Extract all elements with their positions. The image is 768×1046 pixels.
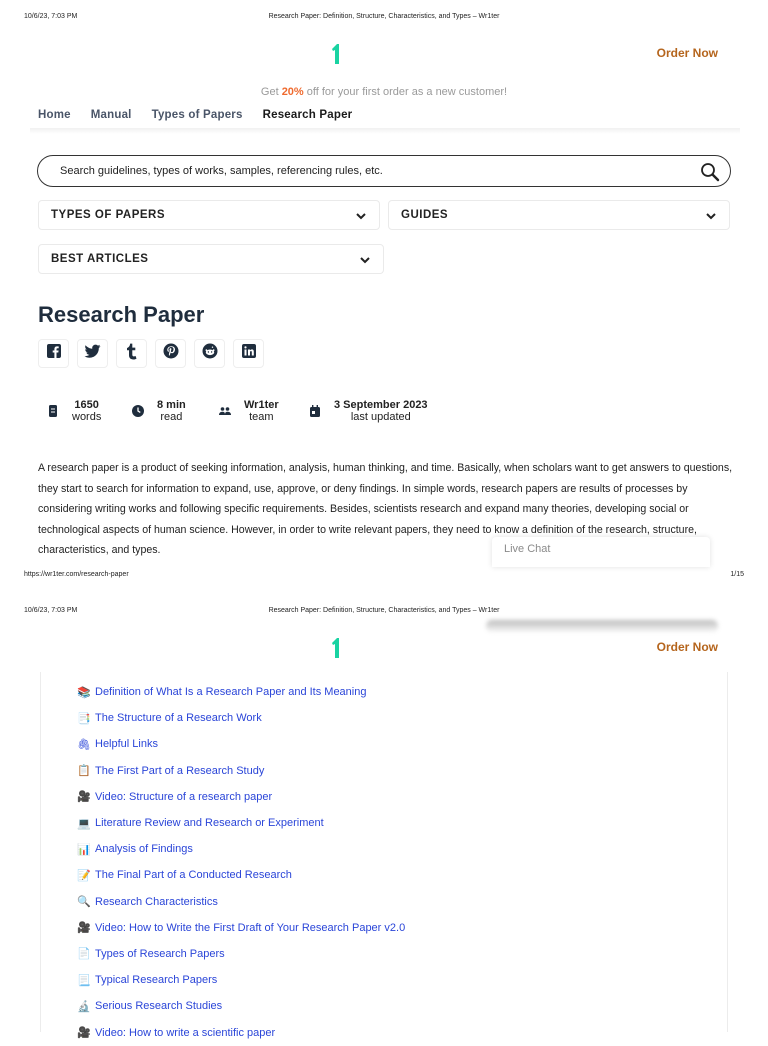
meta-read-label: read <box>160 411 183 423</box>
video-camera-icon: 🎥 <box>77 922 91 935</box>
toc-item[interactable] <box>76 731 405 757</box>
page-curl-icon: 📃 <box>77 974 91 987</box>
toc-link[interactable]: The Structure of a Research Work <box>95 712 262 725</box>
toc-link[interactable]: Analysis of Findings <box>95 843 193 856</box>
toc-item[interactable] <box>76 784 405 810</box>
meta-words <box>46 399 101 423</box>
video-camera-icon: 🎥 <box>77 1027 91 1040</box>
toc-item[interactable] <box>76 915 405 941</box>
chevron-down-icon <box>705 210 717 222</box>
toc-item[interactable] <box>76 679 405 705</box>
meta-author <box>218 399 279 423</box>
share-tumblr-button[interactable] <box>116 339 147 368</box>
order-now-button[interactable]: Order Now <box>656 640 718 654</box>
search-icon[interactable] <box>700 162 720 182</box>
search-input[interactable] <box>60 162 660 180</box>
promo-text-after: off for your first order as a new customer! <box>303 86 508 98</box>
clipboard-icon: 📋 <box>77 765 91 778</box>
meta-read-value: 8 min <box>157 399 186 411</box>
share-twitter-button[interactable] <box>77 339 108 368</box>
meta-updated-label: last updated <box>350 411 411 423</box>
linkedin-icon <box>241 343 257 364</box>
table-of-contents <box>76 679 405 1046</box>
tumblr-icon <box>126 343 138 365</box>
toc-link[interactable]: The Final Part of a Conducted Research <box>95 869 292 882</box>
promo-text-before: Get <box>260 86 282 98</box>
bookmark-tabs-icon: 📑 <box>77 712 91 725</box>
page-title: Research Paper <box>38 302 205 327</box>
page-icon: 📄 <box>77 948 91 961</box>
toc-item[interactable] <box>76 836 405 862</box>
toc-link[interactable]: Typical Research Papers <box>95 974 218 987</box>
meta-updated-date: 3 September 2023 <box>334 399 428 411</box>
share-linkedin-button[interactable] <box>233 339 264 368</box>
toc-link[interactable]: Video: Structure of a research paper <box>95 790 273 803</box>
share-buttons <box>38 339 264 368</box>
facebook-icon <box>46 343 62 364</box>
breadcrumb-types-of-papers[interactable]: Types of Papers <box>151 109 243 121</box>
types-of-papers-dropdown[interactable] <box>38 200 380 230</box>
clock-icon <box>131 404 145 418</box>
meta-updated <box>308 399 428 423</box>
meta-words-count: 1650 <box>74 399 99 411</box>
live-chat-widget[interactable] <box>492 537 710 567</box>
toc-link[interactable]: Literature Review and Research or Experiment <box>95 817 324 830</box>
reddit-icon <box>202 343 218 364</box>
live-chat-label: Live Chat <box>504 543 551 555</box>
toc-item[interactable] <box>76 967 405 993</box>
order-now-button[interactable]: Order Now <box>656 46 718 60</box>
print-page-number: 1/15 <box>730 571 744 578</box>
promo-banner <box>0 86 768 98</box>
toc-item[interactable] <box>76 1019 405 1045</box>
share-facebook-button[interactable] <box>38 339 69 368</box>
chevron-down-icon <box>355 210 367 222</box>
toc-link[interactable]: The First Part of a Research Study <box>95 764 265 777</box>
site-logo[interactable] <box>331 637 339 659</box>
toc-link[interactable]: Research Characteristics <box>95 895 218 908</box>
best-articles-dropdown[interactable] <box>38 244 384 274</box>
toc-item[interactable] <box>76 758 405 784</box>
toc-item[interactable] <box>76 810 405 836</box>
search-bar <box>37 155 731 187</box>
toc-item[interactable] <box>76 862 405 888</box>
breadcrumb <box>38 109 372 121</box>
team-icon <box>218 404 232 418</box>
magnifier-icon: 🔍 <box>77 896 91 909</box>
meta-author-name: Wr1ter <box>244 399 279 411</box>
live-chat-shadow <box>486 620 718 632</box>
toc-link[interactable]: Video: How to Write the First Draft of Your Research Paper v2.0 <box>95 921 406 934</box>
twitter-icon <box>84 344 101 364</box>
chevron-down-icon <box>359 254 371 266</box>
nav-divider <box>30 128 740 134</box>
print-title: Research Paper: Definition, Structure, Characteristics, and Types – Wr1ter <box>268 607 500 614</box>
paperclip-icon: 🖇 <box>77 738 91 751</box>
toc-link[interactable]: Video: How to write a scientific paper <box>95 1026 276 1039</box>
intro-paragraph: A research paper is a product of seeking information, analysis, human thinking, and time. Basically, when scholars want to get answers to questions, they start to search for information to expand, use, approve, or deny findings. In simple words, research papers are results of processes by considering writing works and following specific requirements. Besides, scientists research and expand many theories, developing social or technological aspects of human science. However, in order to write relevant papers, they need to know a definition of the research, structure, characteristics, and types. <box>38 462 733 556</box>
share-pinterest-button[interactable] <box>155 339 186 368</box>
share-reddit-button[interactable] <box>194 339 225 368</box>
breadcrumb-home[interactable]: Home <box>38 109 71 121</box>
guides-label: GUIDES <box>401 209 449 221</box>
memo-icon: 📝 <box>77 869 91 882</box>
toc-link[interactable]: Types of Research Papers <box>95 947 225 960</box>
breadcrumb-research-paper[interactable]: Research Paper <box>262 109 353 121</box>
toc-link[interactable]: Helpful Links <box>95 738 158 751</box>
toc-item[interactable] <box>76 705 405 731</box>
microscope-icon: 🔬 <box>77 1000 91 1013</box>
breadcrumb-manual[interactable]: Manual <box>90 109 132 121</box>
print-title: Research Paper: Definition, Structure, Characteristics, and Types – Wr1ter <box>268 13 500 20</box>
toc-item[interactable] <box>76 889 405 915</box>
bar-chart-icon: 📊 <box>77 843 91 856</box>
types-of-papers-label: TYPES OF PAPERS <box>51 209 166 221</box>
toc-item[interactable] <box>76 941 405 967</box>
toc-link[interactable]: Definition of What Is a Research Paper and Its Meaning <box>95 686 367 699</box>
laptop-icon: 💻 <box>77 817 91 830</box>
toc-link[interactable]: Serious Research Studies <box>95 1000 223 1013</box>
print-url: https://wr1ter.com/research-paper <box>24 571 129 578</box>
site-logo[interactable] <box>331 43 339 65</box>
pinterest-icon <box>163 343 179 364</box>
best-articles-label: BEST ARTICLES <box>51 253 149 265</box>
promo-percent: 20% <box>281 86 304 98</box>
toc-item[interactable] <box>76 993 405 1019</box>
books-icon: 📚 <box>77 686 91 699</box>
meta-read-time <box>131 399 186 423</box>
video-camera-icon: 🎥 <box>77 791 91 804</box>
calendar-icon <box>308 404 322 418</box>
print-date: 10/6/23, 7:03 PM <box>24 13 78 20</box>
document-icon <box>46 404 60 418</box>
guides-dropdown[interactable] <box>388 200 730 230</box>
meta-words-label: words <box>72 411 102 423</box>
meta-author-label: team <box>249 411 274 423</box>
print-date: 10/6/23, 7:03 PM <box>24 607 78 614</box>
